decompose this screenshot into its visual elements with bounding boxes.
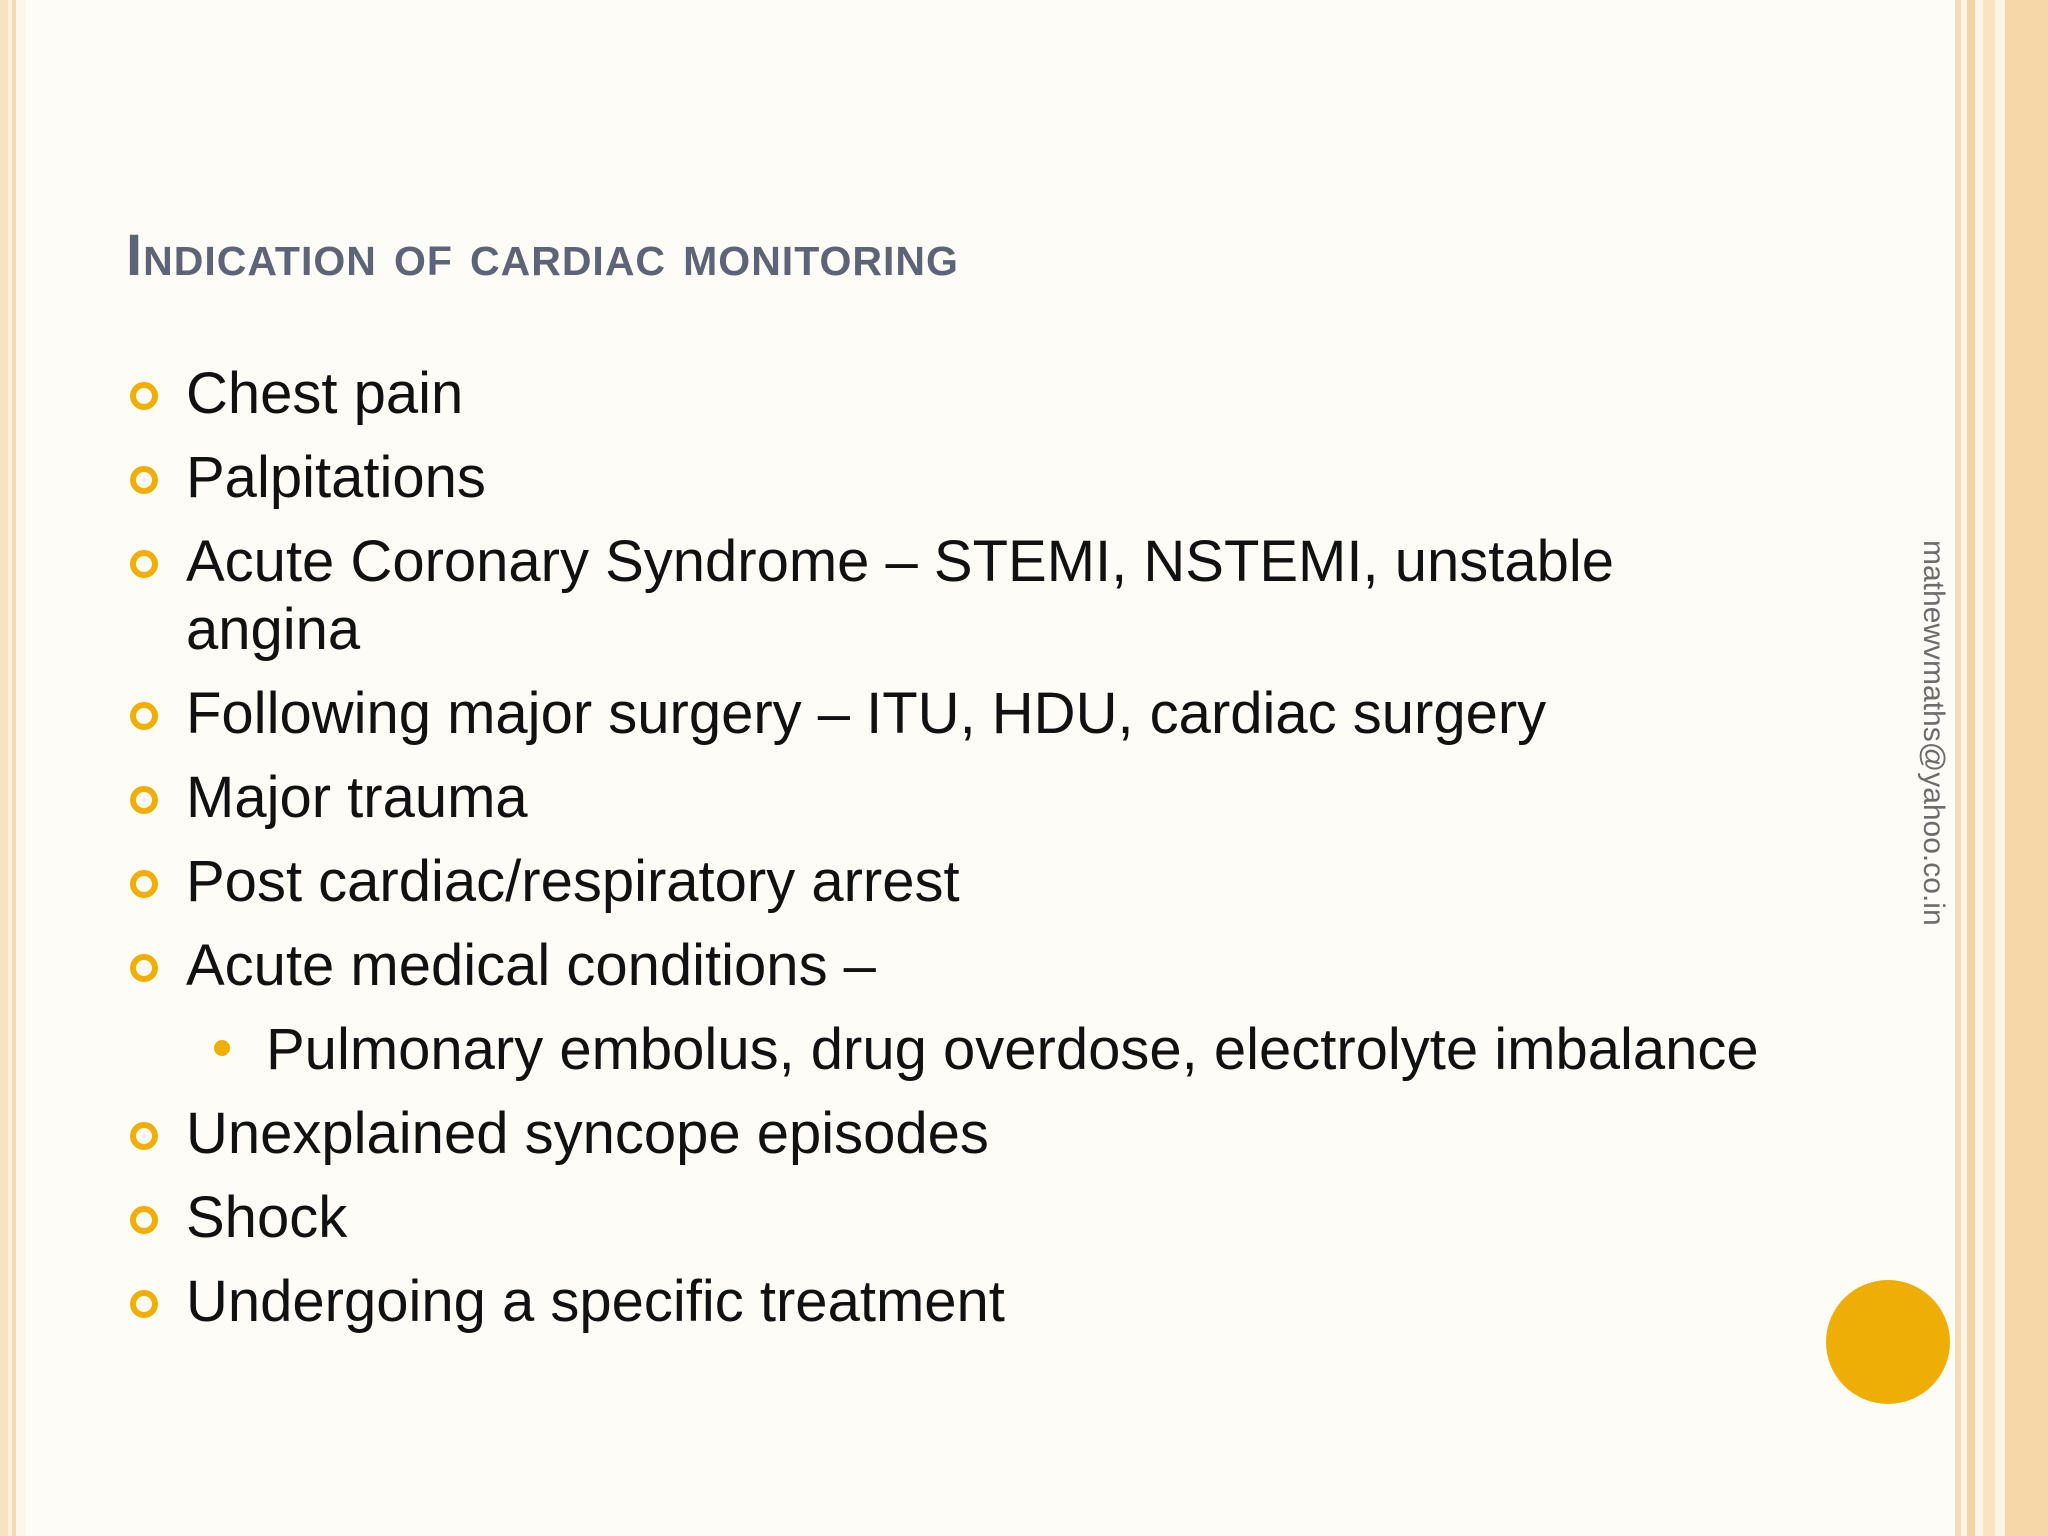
ring-bullet-icon (130, 1122, 158, 1150)
side-email-text: mathewvmaths@yahoo.co.in (1917, 540, 1950, 926)
bullet-text: Acute Coronary Syndrome – STEMI, NSTEMI, unstable angina (186, 529, 1614, 662)
list-item (126, 848, 1766, 916)
bullet-text: Palpitations (186, 445, 486, 510)
ring-bullet-icon (130, 702, 158, 730)
ring-bullet-icon (130, 786, 158, 814)
decorative-circle (1826, 1280, 1950, 1404)
left-decorative-border (0, 0, 26, 1536)
bullet-text: Major trauma (186, 765, 528, 830)
sub-bullet-text: Pulmonary embolus, drug overdose, electrolyte imbalance (266, 1017, 1759, 1082)
bullet-text: Shock (186, 1185, 348, 1250)
bullet-text: Following major surgery – ITU, HDU, cardiac surgery (186, 681, 1547, 746)
ring-bullet-icon (130, 466, 158, 494)
list-item (126, 932, 1766, 1000)
slide-title: Indication of cardiac monitoring (126, 223, 959, 288)
list-item (126, 764, 1766, 832)
list-item (126, 360, 1766, 428)
list-item (126, 444, 1766, 512)
dot-bullet-icon (214, 1040, 230, 1056)
bullet-list (126, 360, 1766, 1352)
ring-bullet-icon (130, 954, 158, 982)
ring-bullet-icon (130, 1290, 158, 1318)
list-item (126, 1184, 1766, 1252)
ring-bullet-icon (130, 870, 158, 898)
list-item (126, 1268, 1766, 1336)
ring-bullet-icon (130, 382, 158, 410)
bullet-text: Unexplained syncope episodes (186, 1101, 989, 1166)
right-decorative-border (1955, 0, 2048, 1536)
ring-bullet-icon (130, 550, 158, 578)
sub-list-item (126, 1016, 1766, 1084)
bullet-text: Chest pain (186, 361, 464, 426)
ring-bullet-icon (130, 1206, 158, 1234)
bullet-text: Undergoing a specific treatment (186, 1269, 1005, 1334)
list-item (126, 528, 1766, 664)
list-item (126, 1100, 1766, 1168)
bullet-text: Acute medical conditions – (186, 933, 876, 998)
bullet-text: Post cardiac/respiratory arrest (186, 849, 960, 914)
list-item (126, 680, 1766, 748)
